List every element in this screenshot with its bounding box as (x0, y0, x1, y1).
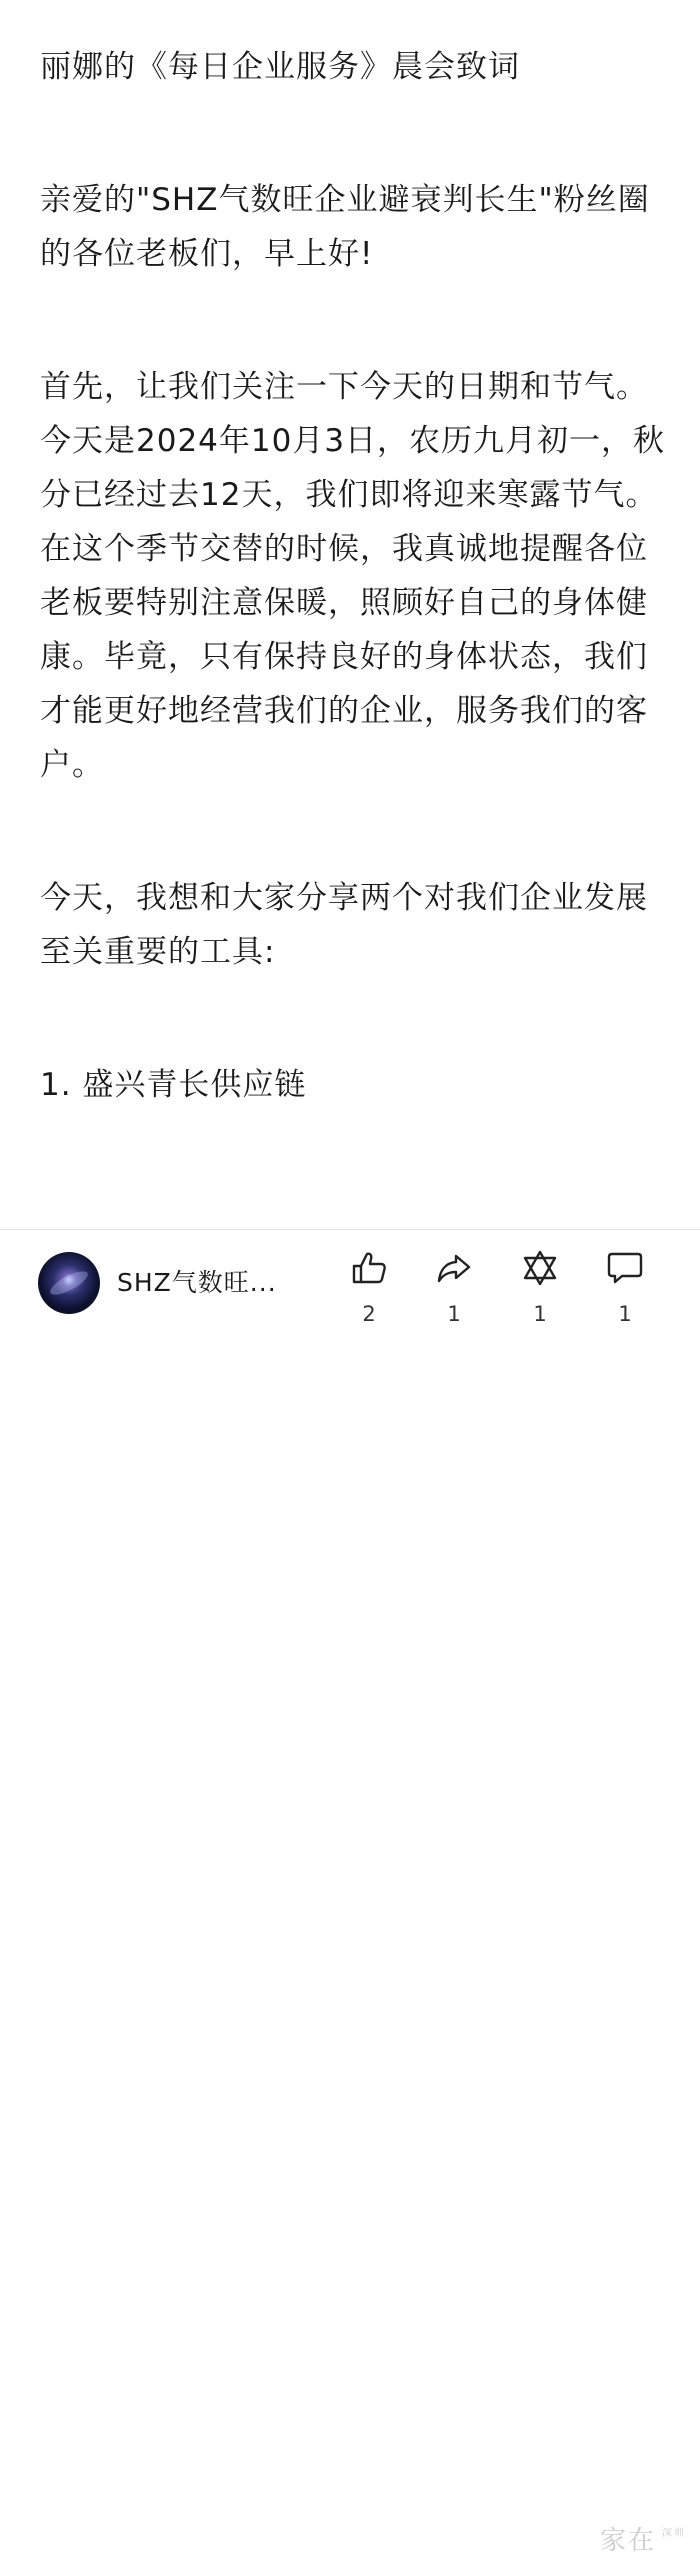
intro-paragraph: 首先，让我们关注一下今天的日期和节气。今天是2024年10月3日，农历九月初一，秋分已经过去12天，我们即将迎来寒露节气。在这个季节交替的时候，我真诚地提醒各位老板要特别注意保暖，照顾好自己的身体健康。毕竟，只有保持良好的身体状态，我们才能更好地经营我们的企业，服务我们的客户。 (40, 369, 666, 783)
comment-count: 1 (618, 1302, 632, 1326)
watermark-small-text: 深圳 (662, 2528, 686, 2539)
share-arrow-icon (434, 1248, 474, 1288)
author-name[interactable]: SHZ气数旺... (117, 1268, 277, 1297)
greeting-paragraph: 亲爱的"SHZ气数旺企业避衰判长生"粉丝圈的各位老板们，早上好! (40, 182, 650, 272)
thumbs-up-icon (349, 1248, 389, 1288)
bottom-action-bar (0, 1229, 700, 2556)
like-count: 2 (362, 1302, 376, 1326)
favorite-count: 1 (533, 1302, 547, 1326)
share-count: 1 (447, 1302, 461, 1326)
comment-button[interactable] (595, 1248, 655, 1326)
article-body (40, 40, 666, 1112)
share-button[interactable] (424, 1248, 484, 1326)
tools-intro-paragraph: 今天，我想和大家分享两个对我们企业发展至关重要的工具: (40, 880, 648, 970)
watermark-text: 家在 (600, 2526, 657, 2556)
tool-item-1: 1. 盛兴青长供应链 (40, 1067, 307, 1103)
like-button[interactable] (339, 1248, 399, 1326)
article-title: 丽娜的《每日企业服务》晨会致词 (40, 49, 520, 85)
comment-bubble-icon (605, 1248, 645, 1288)
favorite-button[interactable] (510, 1248, 570, 1326)
author-avatar[interactable] (38, 1252, 100, 1314)
galaxy-graphic (47, 1267, 91, 1299)
site-watermark (600, 2526, 698, 2570)
star-of-david-icon (520, 1248, 560, 1288)
